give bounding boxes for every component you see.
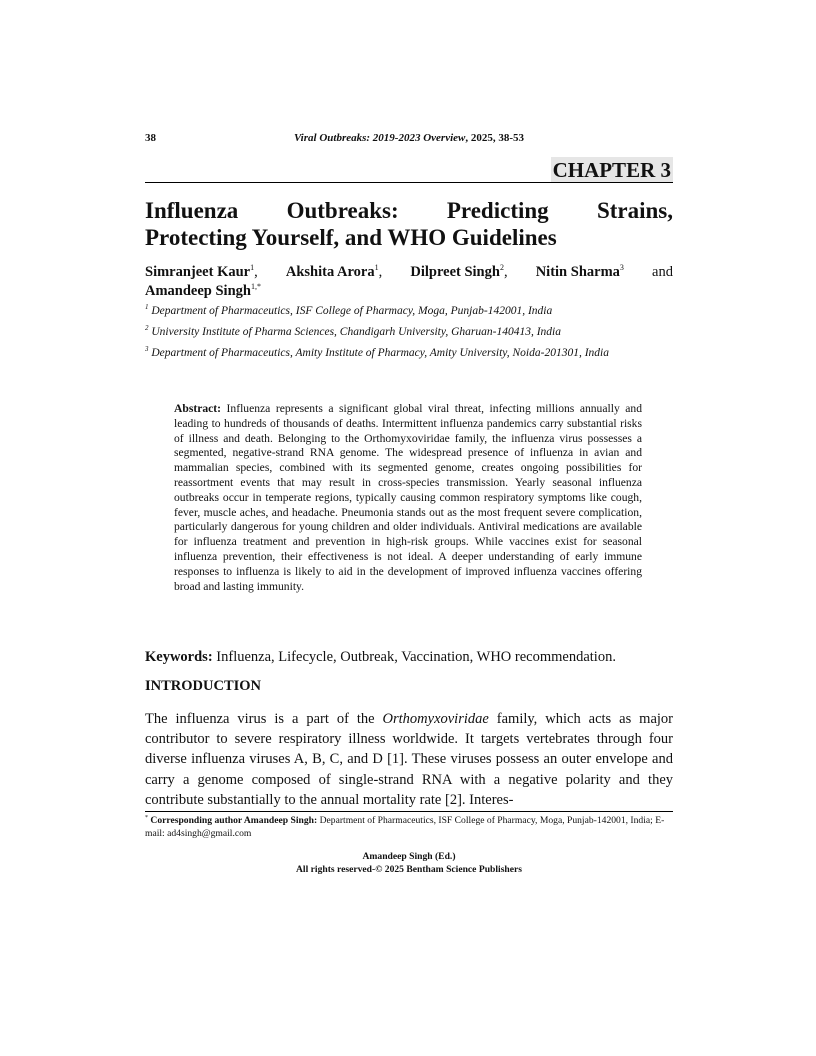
journal-volume-pages: , 2025, 38-53: [465, 132, 525, 144]
journal-title: Viral Outbreaks: 2019-2023 Overview: [293, 132, 466, 144]
keywords: [145, 648, 673, 666]
author: Nitin Sharma$^3$: [535, 263, 624, 280]
keywords-label: Keywords:: [145, 649, 213, 665]
title-line-1: [145, 197, 673, 224]
author-conjunction: and: [652, 264, 673, 280]
introduction-paragraph: The influenza virus is a part of the Orthomyxoviridae family, which acts as major contributor to severe respiratory illness worldwide. It targets vertebrates through four diverse influenza viruses A, B, C, and D [1]. These viruses possess an outer envelope and carry a genome composed of single-strand RNA with a negative polarity and they contribute substantially to the annual mortality rate [2]. Interes-: [145, 711, 673, 808]
abstract: [174, 402, 642, 594]
copyright-line: All rights reserved-© 2025 Bentham Science Publishers: [295, 864, 523, 875]
page-number: 38: [145, 132, 156, 144]
abstract-text: Influenza represents a significant global viral threat, infecting millions annually and leading to hundreds of thousands of deaths. Intermittent influenza pandemics carry substantial risks of illness and death. Belonging to the Orthomyxoviridae family, the influenza virus possesses a segmented, negative-strand RNA genome. The widespread presence of influenza in avian and mammalian species, combined with its segmented genome, creates ongoing possibilities for reassortment events that may result in cross-species transmission. Yearly seasonal influenza outbreaks occur in temperate regions, typically causing common respiratory symptoms like cough, fever, muscle aches, and headache. Pneumonia stands out as the most frequent severe complication, particularly dangerous for young children and older individuals. Antiviral medications are available for influenza treatment and prevention in high-risk groups. While vaccines exist for seasonal influenza prevention, their effectiveness is not ideal. A deeper understanding of early immune responses to influenza is likely to aid in the development of improved influenza vaccines offering broad and lasting immunity.: [174, 402, 642, 593]
title-line-2: Protecting Yourself, and WHO Guidelines: [145, 225, 557, 250]
affiliation: $^1$ Department of Pharmaceutics, ISF College of Pharmacy, Moga, Punjab-142001, India: [145, 303, 553, 317]
article-title: [145, 197, 673, 251]
journal-citation: [145, 132, 673, 144]
affiliation-list: [145, 303, 673, 366]
taxon-name: Orthomyxoviridae: [382, 711, 489, 727]
title-word: Influenza: [145, 198, 239, 223]
footnote-divider: [145, 811, 673, 812]
abstract-label: Abstract:: [174, 402, 222, 415]
author-corresponding: Amandeep Singh$^{1,*}$: [145, 282, 261, 299]
corresponding-author-footnote: * Corresponding author Amandeep Singh: Department of Pharmaceutics, ISF College of Pharmacy, Moga, Punjab-142001, India; E-mail: ad4singh@gmail.com: [145, 815, 665, 839]
chapter-label: CHAPTER 3: [552, 158, 671, 182]
keywords-text: Influenza, Lifecycle, Outbreak, Vaccination, WHO recommendation.: [216, 649, 616, 665]
publisher-info: [145, 850, 673, 876]
running-head: [145, 132, 673, 148]
author-list: [145, 263, 673, 301]
author: Simranjeet Kaur$^1$,: [145, 263, 258, 280]
title-word: Predicting: [446, 198, 549, 223]
author: Dilpreet Singh$^2$,: [410, 263, 508, 280]
affiliation: $^2$ University Institute of Pharma Sciences, Chandigarh University, Gharuan-140413, India: [145, 324, 561, 338]
affiliation: $^3$ Department of Pharmaceutics, Amity Institute of Pharmacy, Amity University, Noida-201301, India: [145, 345, 609, 359]
title-word: Strains,: [596, 198, 673, 223]
footnote-text: Department of Pharmaceutics, ISF College of Pharmacy, Moga, Punjab-142001, India; E-mail: ad4singh@gmail.com: [145, 815, 665, 839]
chapter-divider: [145, 182, 673, 183]
editor-line: Amandeep Singh (Ed.): [362, 851, 456, 862]
author: Akshita Arora$^1$,: [285, 263, 383, 280]
title-word: Outbreaks:: [286, 198, 399, 223]
section-heading-introduction: INTRODUCTION: [145, 678, 262, 694]
footnote-label: Corresponding author Amandeep Singh:: [150, 815, 318, 826]
